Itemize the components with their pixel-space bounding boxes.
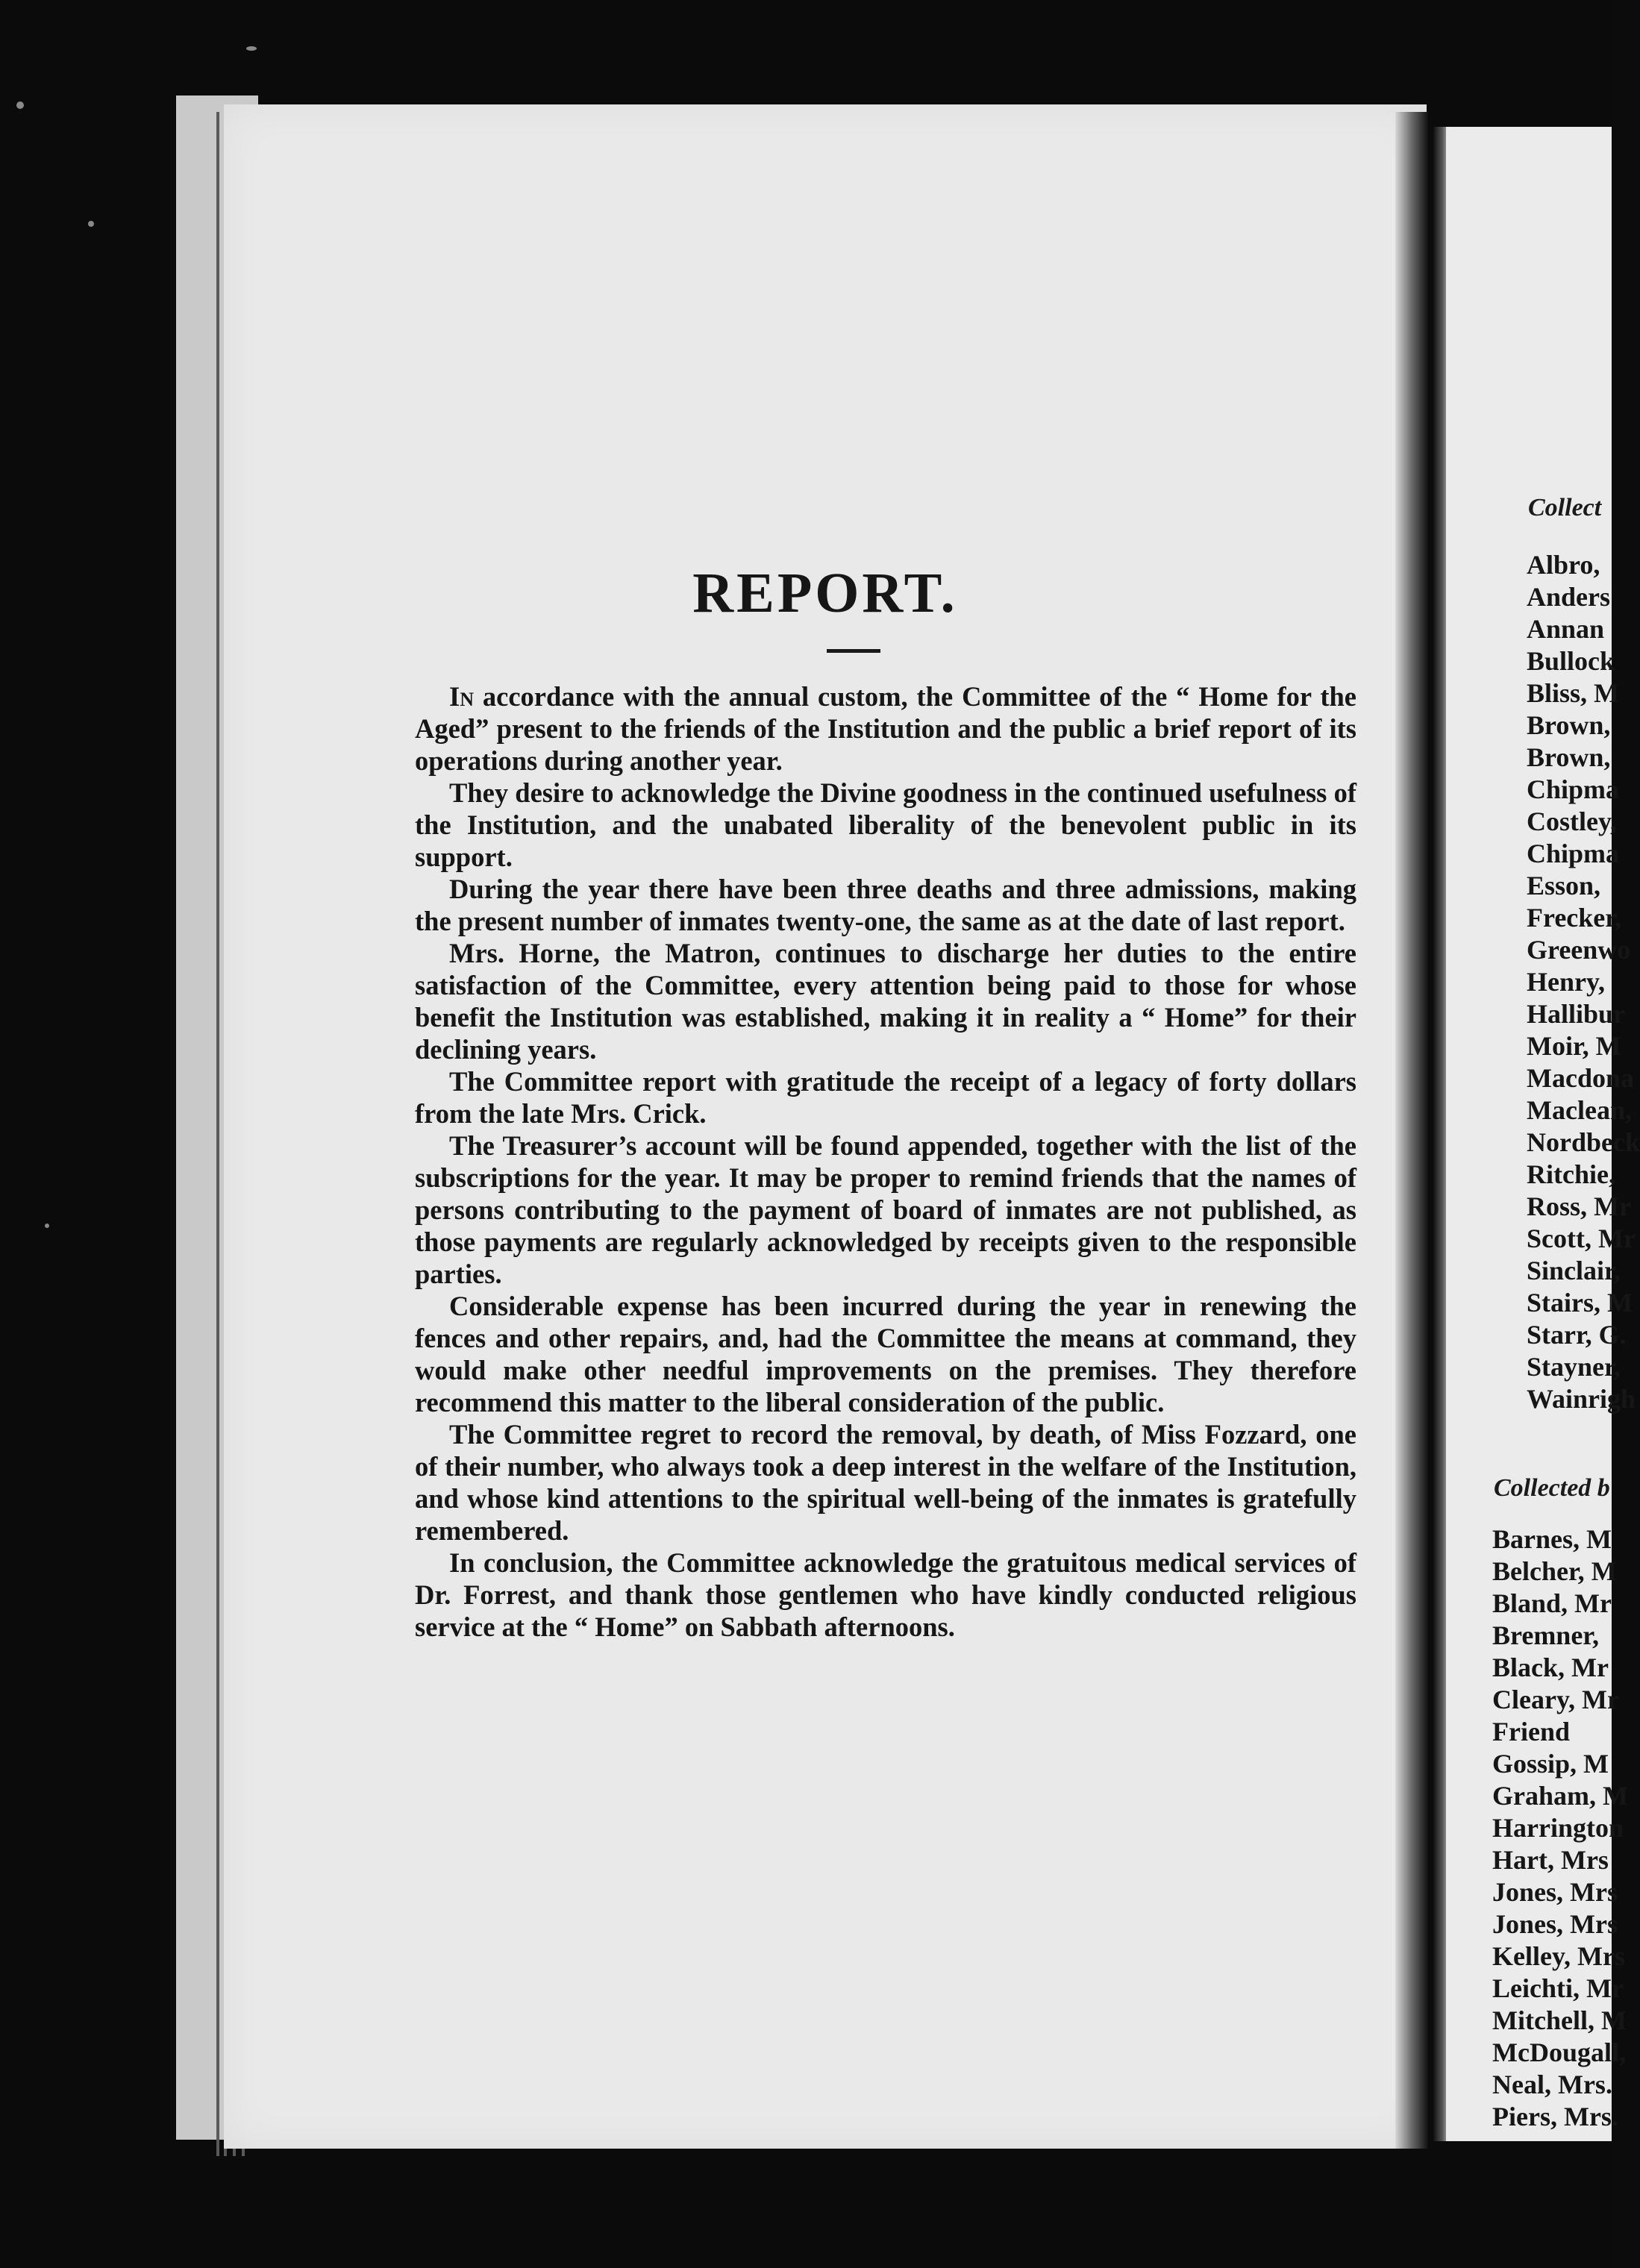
- subscriber-name: Black, Mr: [1492, 1653, 1609, 1682]
- subscriber-list-1: [1527, 549, 1640, 1415]
- paragraph: During the year there have been three deaths and three admissions, making the present number of inmates twenty-one, the same as at the date of last report.: [415, 874, 1356, 936]
- subscriber-name: Bremner,: [1492, 1620, 1599, 1650]
- subscriber-name: Brown,: [1527, 710, 1611, 740]
- subscriber-name: Ritchie,: [1527, 1159, 1615, 1189]
- subscriber-name: Albro,: [1527, 550, 1600, 580]
- subscriber-name: Hart, Mrs: [1492, 1845, 1609, 1875]
- subscriber-name: Cleary, Mr: [1492, 1685, 1619, 1714]
- title-rule: [827, 649, 880, 653]
- paragraph: Considerable expense has been incurred during the year in renewing the fences and other repairs, and, had the Committee the means at command, they would make other needful improvements on the premises. They therefore recommend this matter to the liberal consideration of the public.: [415, 1291, 1356, 1418]
- subscriber-name: Bland, Mr: [1492, 1588, 1612, 1618]
- subscriber-name: Chipma: [1527, 774, 1620, 804]
- dust-speck: [45, 1224, 49, 1228]
- subscriber-name: McDougall,: [1492, 2037, 1626, 2067]
- paragraph: [415, 680, 1356, 777]
- subscriber-name: Kelley, Mrs: [1492, 1941, 1625, 1971]
- subscriber-name: Belcher, M: [1492, 1556, 1617, 1586]
- paragraph: The Committee regret to record the removal, by death, of Miss Fozzard, one of their number, who always took a deep interest in the welfare of the Institution, and whose kind attentions to the spiritual well-being of the inmates is gratefully remembered.: [415, 1419, 1356, 1546]
- book-gutter: [1395, 112, 1428, 2149]
- collected-heading-2: Collected b: [1494, 1474, 1610, 1502]
- subscriber-name: Moir, M: [1527, 1031, 1621, 1061]
- subscriber-list-2: [1492, 1523, 1628, 2133]
- subscriber-name: Greenwo: [1527, 935, 1631, 965]
- subscriber-name: Scott, Mr: [1527, 1224, 1636, 1253]
- subscriber-name: Chipma: [1527, 839, 1620, 868]
- paragraph: In conclusion, the Committee acknowledge the gratuitous medical services of Dr. Forrest, and thank those gentlemen who have kindly conducted religious service at the “ Home” on Sabbath afternoons.: [415, 1547, 1356, 1642]
- subscriber-name: Barnes, M: [1492, 1524, 1612, 1554]
- subscriber-name: Sinclair,: [1527, 1256, 1621, 1285]
- subscriber-name: Anders: [1527, 582, 1611, 612]
- drop-lead: In: [449, 681, 474, 712]
- subscriber-name: Leichti, Mr: [1492, 1973, 1624, 2003]
- subscriber-name: Wainrigh: [1527, 1384, 1636, 1414]
- paragraph-text: accordance with the annual custom, the Committee of the “ Home for the Aged” present to the friends of the Institution and the public a brief report of its operations during another year.: [415, 681, 1356, 776]
- paragraph: The Treasurer’s account will be found appended, together with the list of the subscriptions for the year. It may be proper to remind friends that the names of persons contributing to the payment of board of inmates are not published, as those payments are regularly acknowledged by receipts given to the responsible parties.: [415, 1130, 1356, 1289]
- subscriber-name: Harrington: [1492, 1813, 1624, 1843]
- subscriber-name: Piers, Mrs.: [1492, 2102, 1618, 2131]
- subscriber-name: Graham, M: [1492, 1781, 1628, 1811]
- subscriber-name: Bullock: [1527, 646, 1615, 676]
- subscriber-name: Jones, Mrs: [1492, 1877, 1618, 1907]
- subscriber-name: Starr, G.: [1527, 1320, 1627, 1350]
- subscriber-name: Bliss, M: [1527, 678, 1620, 708]
- subscriber-name: Nordbeck: [1527, 1127, 1640, 1157]
- subscriber-name: Costley,: [1527, 806, 1617, 836]
- report-title: REPORT.: [692, 562, 958, 624]
- right-page: [1446, 127, 1640, 2141]
- paragraph: They desire to acknowledge the Divine goodness in the continued usefulness of the Institution, and the unabated liberality of the benevolent public in its support.: [415, 777, 1356, 872]
- subscriber-name: Mitchell, M: [1492, 2005, 1627, 2035]
- dust-speck: [88, 221, 94, 227]
- paragraph: The Committee report with gratitude the receipt of a legacy of forty dollars from the late Mrs. Crick.: [415, 1066, 1356, 1129]
- subscriber-name: Henry,: [1527, 967, 1605, 997]
- subscriber-name: Macdona: [1527, 1063, 1634, 1093]
- subscriber-name: Stayner,: [1527, 1352, 1621, 1382]
- subscriber-name: Friend: [1492, 1717, 1570, 1747]
- subscriber-name: Frecker,: [1527, 903, 1621, 933]
- paragraph: Mrs. Horne, the Matron, continues to discharge her duties to the entire satisfaction of the Committee, every attention being paid to those for whose benefit the Institution was established, making it in reality a “ Home” for their declining years.: [415, 938, 1356, 1065]
- subscriber-name: Brown,: [1527, 742, 1611, 772]
- subscriber-name: Esson,: [1527, 871, 1601, 900]
- page-edge-line: [216, 112, 219, 2156]
- subscriber-name: Jones, Mrs: [1492, 1909, 1618, 1939]
- collected-heading-1: Collect: [1528, 494, 1602, 521]
- dust-speck: [16, 101, 24, 109]
- subscriber-name: Ross, Mr: [1527, 1191, 1631, 1221]
- subscriber-name: Stairs, M: [1527, 1288, 1633, 1318]
- report-body: [415, 680, 1356, 1643]
- subscriber-name: Maclean,: [1527, 1095, 1632, 1125]
- subscriber-name: Neal, Mrs.: [1492, 2070, 1612, 2099]
- subscriber-name: Annan: [1527, 614, 1605, 644]
- subscriber-name: Hallibur: [1527, 999, 1626, 1029]
- dust-speck: [246, 46, 257, 51]
- subscriber-name: Gossip, M: [1492, 1749, 1609, 1779]
